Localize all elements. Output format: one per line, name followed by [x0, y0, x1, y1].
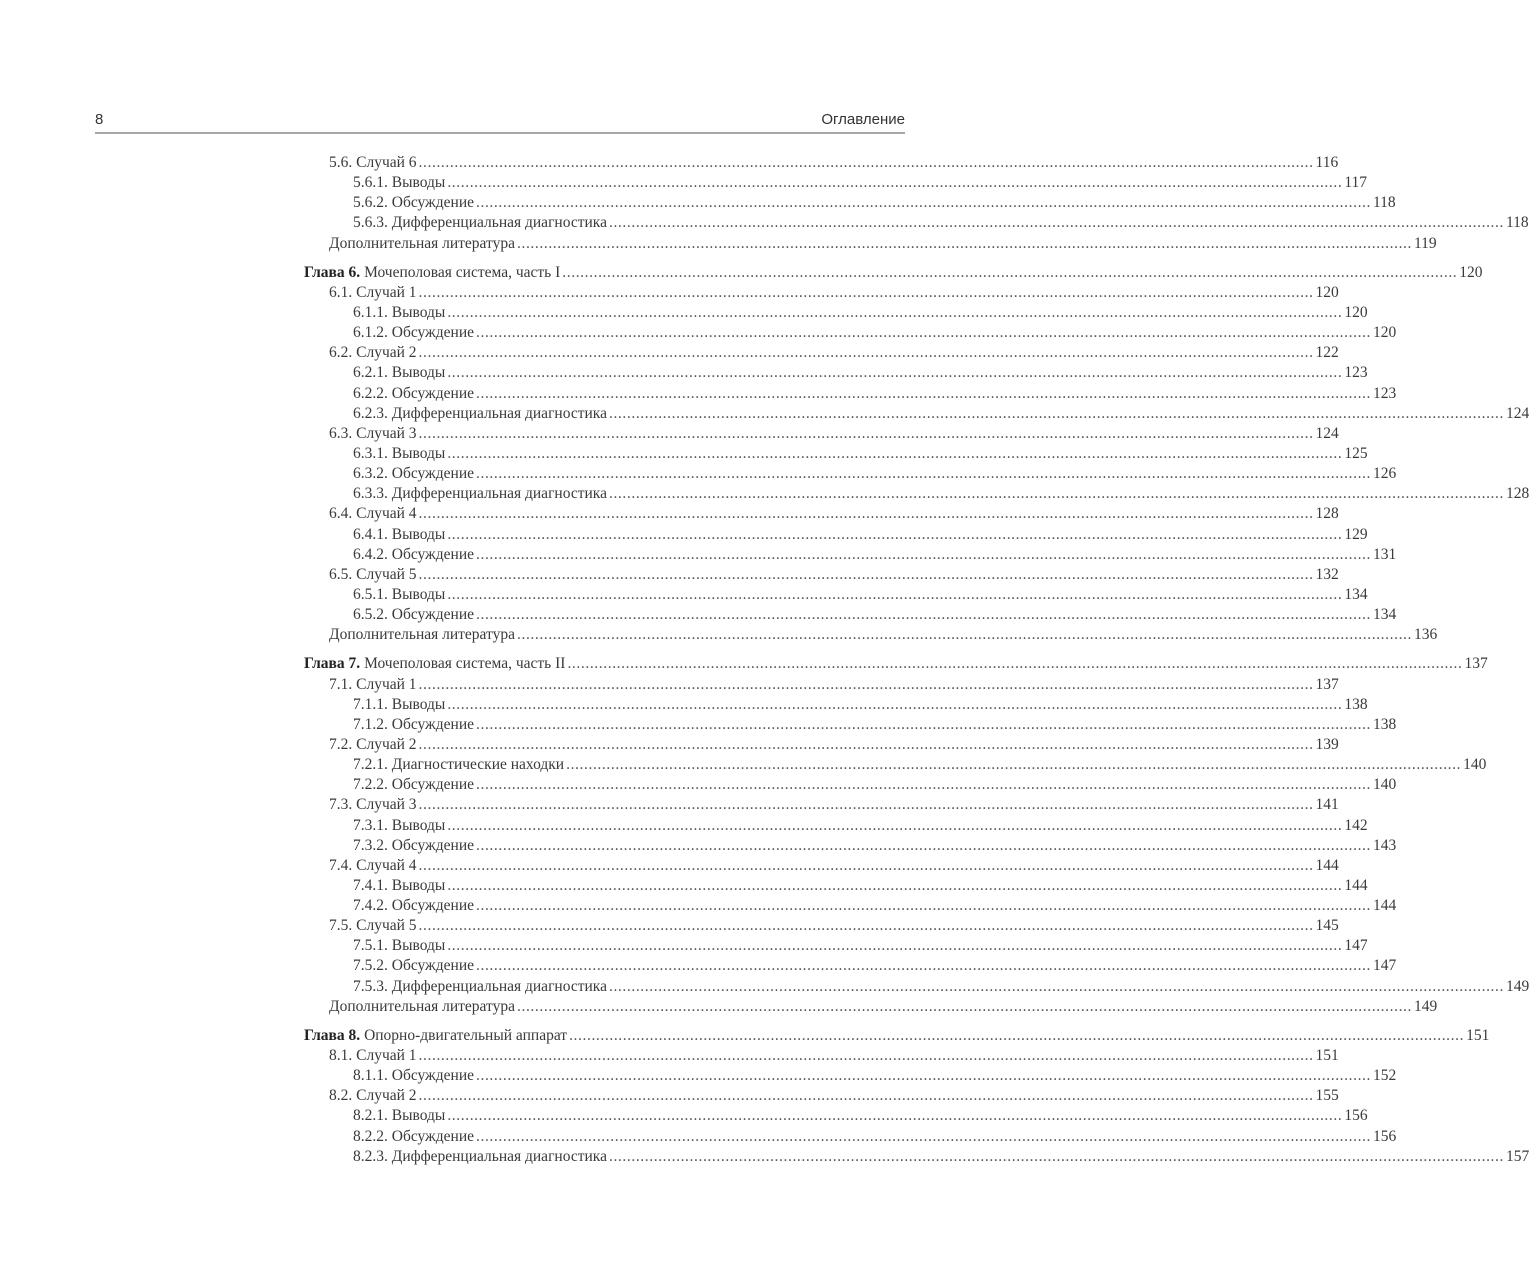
- entry-page-number: 145: [1315, 917, 1339, 935]
- entry-page-number: 122: [1315, 344, 1339, 362]
- dot-leader: ........................................................................................................................................................................................................: [447, 444, 1343, 462]
- entry-page-number: 156: [1373, 1127, 1397, 1145]
- entry-page-number: 132: [1315, 565, 1339, 583]
- dot-leader: ........................................................................................................................................................................................................: [517, 997, 1412, 1015]
- entry-page-number: 131: [1373, 545, 1397, 563]
- entry-page-number: 142: [1344, 816, 1368, 834]
- entry-page-number: 140: [1463, 756, 1487, 774]
- entry-title: 5.6.2. Обсуждение: [353, 194, 474, 212]
- entry-page-number: 157: [1505, 1147, 1529, 1165]
- entry-title: 8.1. Случай 1: [329, 1047, 417, 1065]
- entry-page-number: 120: [1315, 283, 1339, 301]
- toc-entry[interactable]: [304, 283, 1339, 303]
- running-header-title: Оглавление: [821, 111, 905, 128]
- dot-leader: ........................................................................................................................................................................................................: [476, 1127, 1371, 1145]
- toc-entry[interactable]: [304, 213, 1529, 233]
- dot-leader: ........................................................................................................................................................................................................: [418, 344, 1314, 362]
- entry-title: 7.5.1. Выводы: [353, 937, 446, 955]
- dot-leader: ........................................................................................................................................................................................................: [447, 364, 1343, 382]
- toc-entry[interactable]: [304, 234, 1437, 254]
- dot-leader: ........................................................................................................................................................................................................: [418, 735, 1314, 753]
- table-of-contents: [304, 153, 1529, 1176]
- dot-leader: ........................................................................................................................................................................................................: [517, 234, 1412, 252]
- entry-title: 6.2. Случай 2: [329, 344, 417, 362]
- dot-leader: ........................................................................................................................................................................................................: [447, 695, 1343, 713]
- dot-leader: ........................................................................................................................................................................................................: [476, 897, 1371, 915]
- entry-page-number: 120: [1373, 324, 1397, 342]
- entry-page-number: 152: [1373, 1067, 1397, 1085]
- entry-title: 5.6.3. Дифференциальная диагностика: [353, 214, 607, 232]
- dot-leader: ........................................................................................................................................................................................................: [447, 876, 1343, 894]
- dot-leader: ........................................................................................................................................................................................................: [476, 957, 1371, 975]
- entry-page-number: 139: [1315, 735, 1339, 753]
- header-rule: [95, 132, 905, 134]
- toc-entry[interactable]: [304, 343, 1339, 363]
- toc-entry[interactable]: [304, 545, 1397, 565]
- entry-title: 7.4.1. Выводы: [353, 876, 446, 894]
- toc-entry[interactable]: [304, 816, 1368, 836]
- toc-entry[interactable]: [304, 896, 1397, 916]
- dot-leader: ........................................................................................................................................................................................................: [608, 404, 1504, 422]
- entry-title: 8.2.2. Обсуждение: [353, 1127, 474, 1145]
- dot-leader: ........................................................................................................................................................................................................: [418, 283, 1314, 301]
- toc-entry[interactable]: [304, 956, 1397, 976]
- dot-leader: ........................................................................................................................................................................................................: [476, 836, 1371, 854]
- entry-title: 7.3.2. Обсуждение: [353, 836, 474, 854]
- dot-leader: ........................................................................................................................................................................................................: [476, 465, 1371, 483]
- entry-title: 7.1. Случай 1: [329, 675, 417, 693]
- toc-entry[interactable]: [304, 565, 1339, 585]
- dot-leader: ........................................................................................................................................................................................................: [418, 154, 1314, 171]
- toc-entry[interactable]: [304, 585, 1368, 605]
- entry-title: 7.2.1. Диагностические находки: [353, 756, 565, 774]
- dot-leader: ........................................................................................................................................................................................................: [418, 565, 1314, 583]
- dot-leader: ........................................................................................................................................................................................................: [476, 384, 1371, 402]
- dot-leader: ........................................................................................................................................................................................................: [418, 1047, 1314, 1065]
- entry-title: 5.6. Случай 6: [329, 154, 417, 171]
- entry-title: 8.2.3. Дифференциальная диагностика: [353, 1147, 607, 1165]
- entry-title: Дополнительная литература: [329, 997, 515, 1015]
- entry-page-number: 128: [1505, 485, 1529, 503]
- entry-title: 6.3.1. Выводы: [353, 444, 446, 462]
- entry-title: 6.2.2. Обсуждение: [353, 384, 474, 402]
- entry-page-number: 137: [1464, 655, 1488, 673]
- toc-chapter-entry[interactable]: [304, 654, 1488, 674]
- dot-leader: ........................................................................................................................................................................................................: [476, 194, 1371, 212]
- entry-page-number: 140: [1373, 776, 1397, 794]
- dot-leader: ........................................................................................................................................................................................................: [447, 303, 1343, 321]
- dot-leader: ........................................................................................................................................................................................................: [608, 977, 1504, 995]
- toc-entry[interactable]: [304, 836, 1397, 856]
- toc-entry[interactable]: [304, 605, 1397, 625]
- entry-title: Дополнительная литература: [329, 626, 515, 644]
- entry-page-number: 134: [1344, 585, 1368, 603]
- dot-leader: ........................................................................................................................................................................................................: [418, 424, 1314, 442]
- dot-leader: ........................................................................................................................................................................................................: [447, 585, 1343, 603]
- dot-leader: ........................................................................................................................................................................................................: [418, 856, 1314, 874]
- toc-entry[interactable]: [304, 856, 1339, 876]
- entry-page-number: 144: [1344, 876, 1368, 894]
- entry-page-number: 155: [1315, 1087, 1339, 1105]
- toc-entry[interactable]: [304, 424, 1339, 444]
- toc-entry[interactable]: [304, 795, 1339, 815]
- toc-entry[interactable]: [304, 173, 1368, 193]
- entry-page-number: 141: [1315, 796, 1339, 814]
- entry-title: 7.2.2. Обсуждение: [353, 776, 474, 794]
- toc-entry[interactable]: [304, 715, 1397, 735]
- toc-entry[interactable]: [304, 444, 1368, 464]
- dot-leader: ........................................................................................................................................................................................................: [517, 626, 1412, 644]
- toc-entry[interactable]: [304, 1046, 1339, 1066]
- toc-entry[interactable]: [304, 464, 1397, 484]
- dot-leader: ........................................................................................................................................................................................................: [476, 1067, 1371, 1085]
- entry-page-number: 151: [1466, 1026, 1490, 1044]
- entry-title: Дополнительная литература: [329, 234, 515, 252]
- toc-entry[interactable]: [304, 775, 1397, 795]
- entry-title: 6.1.2. Обсуждение: [353, 324, 474, 342]
- toc-entry[interactable]: [304, 1106, 1368, 1126]
- dot-leader: ........................................................................................................................................................................................................: [418, 505, 1314, 523]
- entry-title: 7.4. Случай 4: [329, 856, 417, 874]
- entry-title: 7.5.3. Дифференциальная диагностика: [353, 977, 607, 995]
- toc-entry[interactable]: [304, 675, 1339, 695]
- entry-page-number: 143: [1373, 836, 1397, 854]
- toc-entry[interactable]: [304, 1086, 1339, 1106]
- entry-title: 6.2.3. Дифференциальная диагностика: [353, 404, 607, 422]
- entry-title: 8.1.1. Обсуждение: [353, 1067, 474, 1085]
- entry-page-number: 123: [1344, 364, 1368, 382]
- entry-page-number: 138: [1344, 695, 1368, 713]
- toc-entry[interactable]: [304, 1066, 1397, 1086]
- dot-leader: ........................................................................................................................................................................................................: [562, 263, 1458, 281]
- dot-leader: ........................................................................................................................................................................................................: [476, 715, 1371, 733]
- chapter-label: Глава 6.: [304, 263, 361, 281]
- entry-page-number: 120: [1459, 263, 1483, 281]
- entry-title: 6.4.1. Выводы: [353, 525, 446, 543]
- toc-section: [304, 153, 1529, 254]
- chapter-label: Глава 7.: [304, 655, 361, 673]
- toc-entry[interactable]: [304, 153, 1339, 173]
- dot-leader: ........................................................................................................................................................................................................: [476, 776, 1371, 794]
- entry-title: 6.5.1. Выводы: [353, 585, 446, 603]
- entry-page-number: 137: [1315, 675, 1339, 693]
- toc-entry[interactable]: [304, 997, 1438, 1017]
- entry-page-number: 149: [1505, 977, 1529, 995]
- entry-page-number: 124: [1315, 424, 1339, 442]
- toc-entry[interactable]: [304, 625, 1438, 645]
- toc-entry[interactable]: [304, 977, 1529, 997]
- dot-leader: ........................................................................................................................................................................................................: [608, 1147, 1504, 1165]
- entry-page-number: 116: [1315, 154, 1339, 171]
- entry-page-number: 147: [1344, 937, 1368, 955]
- entry-title: 7.5.2. Обсуждение: [353, 957, 474, 975]
- toc-entry[interactable]: [304, 504, 1339, 524]
- toc-entry[interactable]: [304, 876, 1368, 896]
- entry-title: 6.2.1. Выводы: [353, 364, 446, 382]
- entry-title: 5.6.1. Выводы: [353, 174, 446, 192]
- toc-entry[interactable]: [304, 755, 1487, 775]
- entry-title: 7.2. Случай 2: [329, 735, 417, 753]
- entry-title: 6.3.2. Обсуждение: [353, 465, 474, 483]
- entry-page-number: 149: [1414, 997, 1438, 1015]
- toc-entry[interactable]: [304, 916, 1339, 936]
- dot-leader: ........................................................................................................................................................................................................: [447, 525, 1343, 543]
- entry-page-number: 136: [1414, 626, 1438, 644]
- entry-title: 6.3. Случай 3: [329, 424, 417, 442]
- toc-entry[interactable]: [304, 525, 1368, 545]
- entry-page-number: 151: [1315, 1047, 1339, 1065]
- chapter-label: Глава 8.: [304, 1026, 361, 1044]
- entry-title: Мочеполовая система, часть II: [364, 655, 566, 673]
- entry-title: 7.1.1. Выводы: [353, 695, 446, 713]
- entry-title: 8.2.1. Выводы: [353, 1107, 446, 1125]
- entry-page-number: 128: [1315, 505, 1339, 523]
- entry-title: 8.2. Случай 2: [329, 1087, 417, 1105]
- toc-entry[interactable]: [304, 695, 1368, 715]
- entry-page-number: 119: [1414, 234, 1437, 252]
- dot-leader: ........................................................................................................................................................................................................: [447, 1107, 1343, 1125]
- dot-leader: ........................................................................................................................................................................................................: [567, 655, 1463, 673]
- entry-page-number: 125: [1344, 444, 1368, 462]
- dot-leader: ........................................................................................................................................................................................................: [447, 174, 1343, 192]
- entry-title: 7.4.2. Обсуждение: [353, 897, 474, 915]
- toc-chapter-entry[interactable]: [304, 263, 1483, 283]
- entry-title: Опорно-двигательный аппарат: [364, 1026, 568, 1044]
- dot-leader: ........................................................................................................................................................................................................: [608, 485, 1504, 503]
- entry-page-number: 118: [1505, 214, 1529, 232]
- toc-entry[interactable]: [304, 404, 1529, 424]
- toc-entry[interactable]: [304, 1147, 1529, 1167]
- toc-entry[interactable]: [304, 384, 1397, 404]
- dot-leader: ........................................................................................................................................................................................................: [418, 796, 1314, 814]
- toc-entry[interactable]: [304, 303, 1368, 323]
- entry-page-number: 120: [1344, 303, 1368, 321]
- entry-page-number: 124: [1505, 404, 1529, 422]
- dot-leader: ........................................................................................................................................................................................................: [608, 214, 1504, 232]
- entry-page-number: 144: [1315, 856, 1339, 874]
- toc-entry[interactable]: [304, 936, 1368, 956]
- entry-title: 6.1.1. Выводы: [353, 303, 446, 321]
- page-number: 8: [95, 111, 104, 128]
- entry-title: 6.1. Случай 1: [329, 283, 417, 301]
- entry-page-number: 144: [1373, 897, 1397, 915]
- entry-title: 7.5. Случай 5: [329, 917, 417, 935]
- entry-page-number: 123: [1373, 384, 1397, 402]
- toc-entry[interactable]: [304, 484, 1529, 504]
- dot-leader: ........................................................................................................................................................................................................: [418, 1087, 1314, 1105]
- entry-title: 6.4.2. Обсуждение: [353, 545, 474, 563]
- toc-section: [304, 1026, 1529, 1167]
- dot-leader: ........................................................................................................................................................................................................: [418, 917, 1314, 935]
- dot-leader: ........................................................................................................................................................................................................: [566, 756, 1462, 774]
- toc-entry[interactable]: [304, 1127, 1397, 1147]
- dot-leader: ........................................................................................................................................................................................................: [569, 1026, 1465, 1044]
- dot-leader: ........................................................................................................................................................................................................: [447, 816, 1343, 834]
- entry-title: 6.5.2. Обсуждение: [353, 606, 474, 624]
- entry-page-number: 118: [1373, 194, 1396, 212]
- entry-title: 6.3.3. Дифференциальная диагностика: [353, 485, 607, 503]
- entry-page-number: 126: [1373, 465, 1397, 483]
- toc-entry[interactable]: [304, 363, 1368, 383]
- toc-section: [304, 263, 1529, 646]
- entry-title: 7.1.2. Обсуждение: [353, 715, 474, 733]
- entry-title: 6.5. Случай 5: [329, 565, 417, 583]
- dot-leader: ........................................................................................................................................................................................................: [476, 324, 1371, 342]
- toc-section: [304, 654, 1529, 1017]
- entry-page-number: 156: [1344, 1107, 1368, 1125]
- entry-page-number: 147: [1373, 957, 1397, 975]
- entry-page-number: 129: [1344, 525, 1368, 543]
- toc-entry[interactable]: [304, 735, 1339, 755]
- toc-chapter-entry[interactable]: [304, 1026, 1490, 1046]
- entry-title: 7.3. Случай 3: [329, 796, 417, 814]
- dot-leader: ........................................................................................................................................................................................................: [418, 675, 1314, 693]
- dot-leader: ........................................................................................................................................................................................................: [447, 937, 1343, 955]
- dot-leader: ........................................................................................................................................................................................................: [476, 606, 1371, 624]
- entry-title: 6.4. Случай 4: [329, 505, 417, 523]
- entry-title: 7.3.1. Выводы: [353, 816, 446, 834]
- entry-page-number: 134: [1373, 606, 1397, 624]
- entry-page-number: 138: [1373, 715, 1397, 733]
- dot-leader: ........................................................................................................................................................................................................: [476, 545, 1371, 563]
- entry-page-number: 117: [1344, 174, 1368, 192]
- toc-entry[interactable]: [304, 193, 1396, 213]
- toc-entry[interactable]: [304, 323, 1397, 343]
- entry-title: Мочеполовая система, часть I: [364, 263, 561, 281]
